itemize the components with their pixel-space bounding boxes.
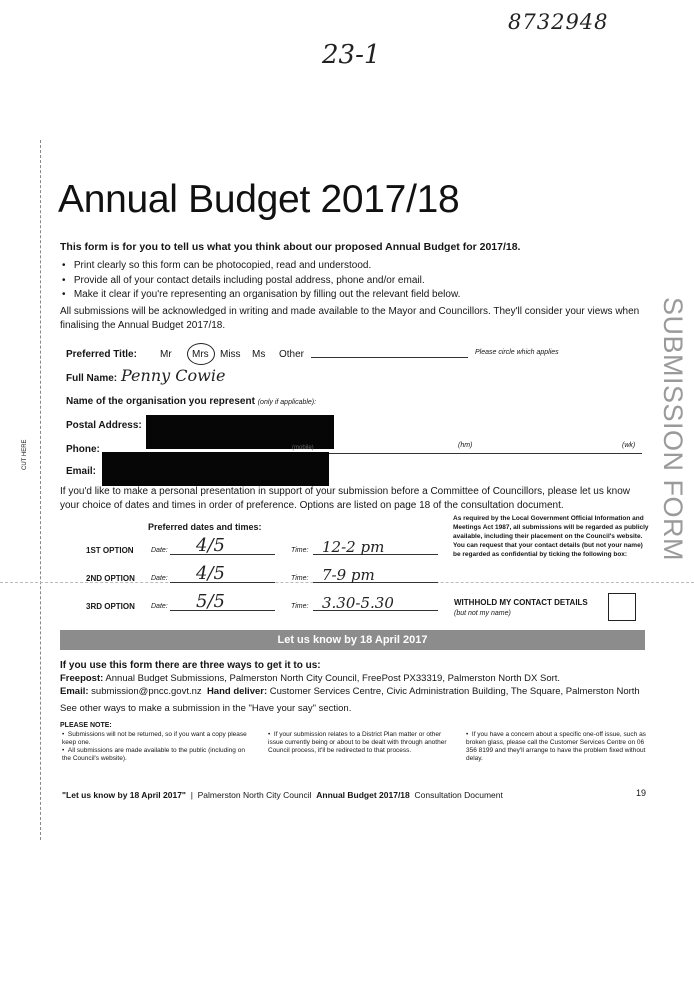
withhold-checkbox[interactable] bbox=[608, 593, 636, 621]
title-option-mr[interactable]: Mr bbox=[160, 349, 172, 360]
side-submission-form-label: SUBMISSION FORM bbox=[658, 297, 688, 562]
page-number: 19 bbox=[636, 788, 647, 798]
page-footer: "Let us know by 18 April 2017" | Palmerston North City Council Annual Budget 2017/18 Consultation Document bbox=[62, 790, 503, 800]
redacted-postal-address bbox=[146, 415, 334, 449]
instruction-item: • Make it clear if you're representing an organisation by filling out the relevant field below. bbox=[62, 289, 461, 300]
deadline-banner: Let us know by 18 April 2017 bbox=[60, 630, 645, 650]
left-cut-line bbox=[40, 140, 41, 840]
notes-column-1 bbox=[62, 731, 252, 763]
submission-email-link[interactable]: submission@pncc.govt.nz bbox=[91, 686, 202, 697]
withhold-label: WITHHOLD MY CONTACT DETAILS bbox=[454, 598, 588, 607]
title-option-ms[interactable]: Ms bbox=[252, 349, 266, 360]
option-2-time-value: 7-9 pm bbox=[322, 566, 375, 584]
page-title: Annual Budget 2017/18 bbox=[58, 178, 460, 221]
note-item: • If you have a concern about a specific one-off issue, such as broken glass, please call the Customer Services Centre on 06 356 8199 and they'll arrange to have the problem fixed without delay. bbox=[466, 731, 646, 762]
handwritten-reference-number: 8732948 bbox=[508, 10, 609, 34]
instruction-item: • Provide all of your contact details including postal address, phone and/or email. bbox=[62, 274, 425, 286]
handwritten-page-code: 23-1 bbox=[322, 40, 381, 70]
full-name-value[interactable]: Penny Cowie bbox=[121, 366, 226, 385]
organisation-label: Name of the organisation you represent (only if applicable): bbox=[66, 396, 317, 407]
option-1-time-label: Time: bbox=[291, 547, 309, 554]
cut-here-label: CUT HERE bbox=[22, 439, 28, 470]
other-ways-text: See other ways to make a submission in the "Have your say" section. bbox=[60, 703, 352, 714]
option-2-date-value: 4/5 bbox=[196, 563, 225, 584]
notes-column-2 bbox=[268, 731, 448, 755]
instruction-item: • Print clearly so this form can be photocopied, read and understood. bbox=[62, 260, 372, 271]
circle-note: Please circle which applies bbox=[475, 349, 559, 356]
presentation-text: If you'd like to make a personal presentation in support of your submission before a Committee of Councillors, please let us know your choice of dates and times in order of preference. Options are listed on page 18 of the consultation document. bbox=[60, 486, 630, 511]
freepost-line: Freepost: Annual Budget Submissions, Palmerston North City Council, FreePost PX33319, Palmerston North DX Sort. bbox=[60, 673, 561, 684]
notes-column-3 bbox=[466, 731, 648, 763]
note-item: • All submissions are made available to the public (including on the Council's website). bbox=[62, 747, 245, 762]
postal-address-label: Postal Address: bbox=[66, 420, 142, 431]
phone-work-label: (wk) bbox=[622, 442, 636, 449]
phone-label: Phone: bbox=[66, 444, 100, 455]
instruction-list bbox=[62, 259, 622, 303]
option-2-label: 2ND OPTION bbox=[86, 574, 135, 583]
phone-home-label: (hm) bbox=[458, 442, 473, 449]
option-1-date-label: Date: bbox=[151, 547, 168, 554]
option-3-time-label: Time: bbox=[291, 603, 309, 610]
option-1-time-value: 12-2 pm bbox=[322, 538, 385, 556]
withhold-note: (but not my name) bbox=[454, 610, 511, 617]
lgoima-note: As required by the Local Government Official Information and Meetings Act 1987, all submissions will be regarded as publicly available, including their placement on the Council's website. You can request that your contact details (but not your name) be regarded as confidential by ticking the following box: bbox=[453, 515, 649, 558]
intro-text: This form is for you to tell us what you think about our proposed Annual Budget for 2017/18. bbox=[60, 241, 521, 253]
note-item: • If your submission relates to a District Plan matter or other issue currently being or about to be dealt with through another Council process, it'll be redirected to that process. bbox=[268, 731, 447, 754]
other-title-field[interactable] bbox=[311, 357, 468, 358]
please-note-heading: PLEASE NOTE: bbox=[60, 722, 112, 729]
preferred-dates-label: Preferred dates and times: bbox=[148, 522, 262, 532]
phone-mobile-label: (mobile) bbox=[292, 445, 314, 451]
acknowledgement-text: All submissions will be acknowledged in writing and made available to the Mayor and Councillors. They'll consider your views when finalising the Annual Budget 2017/18. bbox=[60, 306, 640, 331]
option-3-date-label: Date: bbox=[151, 603, 168, 610]
ways-heading: If you use this form there are three ways to get it to us: bbox=[60, 660, 321, 671]
title-option-other[interactable]: Other bbox=[279, 349, 305, 360]
option-3-date-value: 5/5 bbox=[196, 591, 225, 612]
title-option-miss[interactable]: Miss bbox=[220, 349, 241, 360]
preferred-title-label: Preferred Title: bbox=[66, 349, 137, 360]
title-option-mrs[interactable]: Mrs bbox=[192, 349, 209, 360]
email-delivery-line: Email: submission@pncc.govt.nz Hand deliver: Customer Services Centre, Civic Administration Building, The Square, Palmerston North bbox=[60, 686, 640, 697]
note-item: • Submissions will not be returned, so if you want a copy please keep one. bbox=[62, 731, 247, 746]
email-label: Email: bbox=[66, 466, 97, 477]
option-1-date-value: 4/5 bbox=[196, 535, 225, 556]
full-name-label: Full Name: bbox=[66, 373, 118, 384]
option-2-date-label: Date: bbox=[151, 575, 168, 582]
redacted-email bbox=[102, 452, 329, 486]
option-3-time-value: 3.30-5.30 bbox=[322, 594, 394, 612]
option-1-label: 1ST OPTION bbox=[86, 546, 134, 555]
option-2-time-label: Time: bbox=[291, 575, 309, 582]
option-3-label: 3RD OPTION bbox=[86, 602, 135, 611]
